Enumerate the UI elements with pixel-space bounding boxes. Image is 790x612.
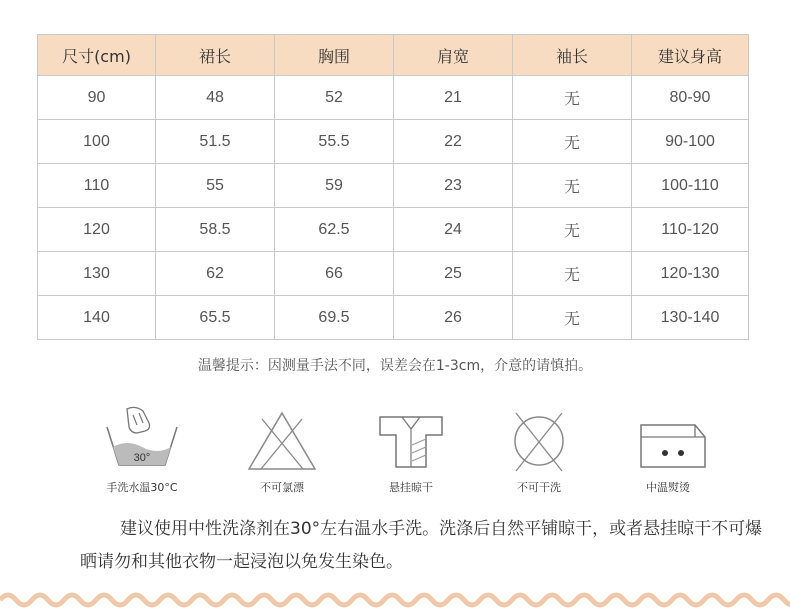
cell-size: 100 (38, 120, 156, 164)
care-hang-dry (351, 405, 471, 495)
care-label: 悬挂晾干 (389, 481, 433, 494)
cell-height: 130-140 (632, 296, 749, 340)
cell-size: 130 (38, 252, 156, 296)
no-dry-clean-icon (494, 405, 584, 475)
care-hand-wash (82, 405, 202, 495)
header-skirt-length: 裙长 (156, 35, 275, 76)
table-header-row (38, 35, 749, 76)
wave-border-decoration (0, 588, 790, 612)
header-chest: 胸围 (275, 35, 394, 76)
care-no-bleach (222, 405, 342, 495)
cell-skirt-length: 65.5 (156, 296, 275, 340)
no-bleach-icon (237, 405, 327, 475)
cell-height: 90-100 (632, 120, 749, 164)
cell-skirt-length: 48 (156, 76, 275, 120)
cell-skirt-length: 51.5 (156, 120, 275, 164)
header-sleeve: 袖长 (513, 35, 632, 76)
cell-size: 120 (38, 208, 156, 252)
table-row (38, 120, 749, 164)
header-size: 尺寸(cm) (38, 35, 156, 76)
cell-shoulder: 21 (394, 76, 513, 120)
cell-skirt-length: 58.5 (156, 208, 275, 252)
care-instructions (0, 405, 790, 500)
cell-sleeve: 无 (513, 76, 632, 120)
header-height: 建议身高 (632, 35, 749, 76)
cell-chest: 55.5 (275, 120, 394, 164)
wash-temp-text: 30° (133, 452, 151, 464)
care-iron-medium (608, 405, 728, 495)
care-no-dry-clean (479, 405, 599, 495)
table-row (38, 296, 749, 340)
cell-sleeve: 无 (513, 252, 632, 296)
cell-chest: 59 (275, 164, 394, 208)
table-row (38, 76, 749, 120)
cell-size: 90 (38, 76, 156, 120)
cell-sleeve: 无 (513, 208, 632, 252)
care-label: 中温熨烫 (646, 481, 690, 494)
care-label: 不可干洗 (517, 481, 561, 494)
table-row (38, 208, 749, 252)
cell-shoulder: 22 (394, 120, 513, 164)
cell-shoulder: 25 (394, 252, 513, 296)
header-shoulder: 肩宽 (394, 35, 513, 76)
cell-height: 110-120 (632, 208, 749, 252)
cell-chest: 62.5 (275, 208, 394, 252)
cell-sleeve: 无 (513, 120, 632, 164)
cell-height: 100-110 (632, 164, 749, 208)
cell-sleeve: 无 (513, 296, 632, 340)
size-table (37, 34, 749, 340)
cell-size: 140 (38, 296, 156, 340)
care-label: 不可氯漂 (260, 481, 304, 494)
cell-size: 110 (38, 164, 156, 208)
cell-chest: 69.5 (275, 296, 394, 340)
table-row (38, 164, 749, 208)
cell-chest: 66 (275, 252, 394, 296)
measurement-note: 温馨提示：因测量手法不同，误差会在1-3cm，介意的请慎拍。 (197, 358, 593, 374)
hand-wash-icon (97, 405, 187, 475)
cell-sleeve: 无 (513, 164, 632, 208)
cell-shoulder: 24 (394, 208, 513, 252)
cell-chest: 52 (275, 76, 394, 120)
cell-height: 80-90 (632, 76, 749, 120)
table-row (38, 252, 749, 296)
cell-height: 120-130 (632, 252, 749, 296)
iron-medium-icon (623, 405, 713, 475)
hang-dry-icon (366, 405, 456, 475)
cell-shoulder: 23 (394, 164, 513, 208)
cell-shoulder: 26 (394, 296, 513, 340)
washing-advice: 建议使用中性洗涤剂在30°左右温水手洗。洗涤后自然平铺晾干，或者悬挂晾干不可爆晒请勿和其他衣物一起浸泡以免发生染色。 (80, 519, 763, 572)
cell-skirt-length: 62 (156, 252, 275, 296)
care-label: 手洗水温30°C (106, 481, 178, 494)
cell-skirt-length: 55 (156, 164, 275, 208)
